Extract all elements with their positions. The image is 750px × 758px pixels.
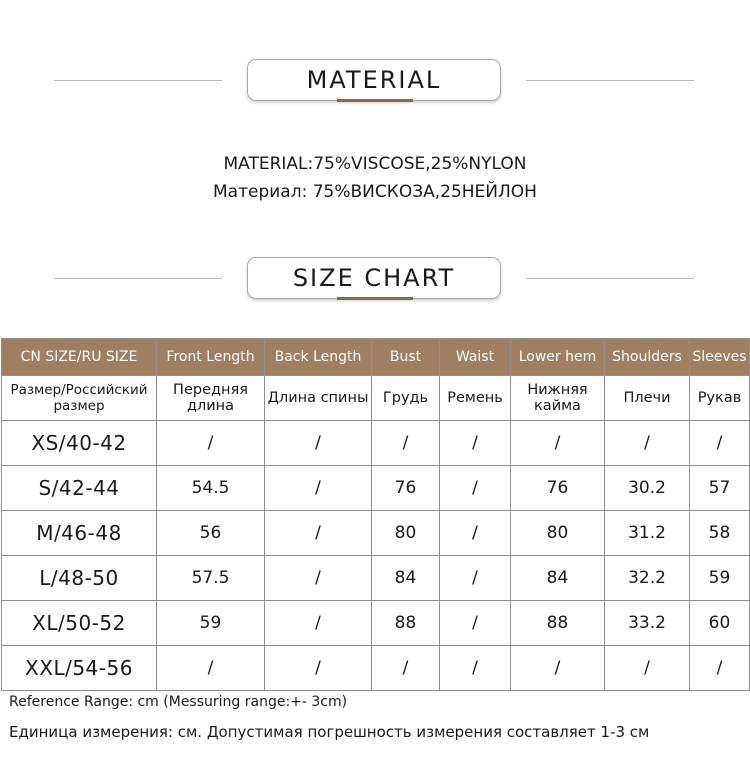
table-cell: / <box>440 466 511 511</box>
table-cell: / <box>440 646 511 691</box>
table-cell: / <box>265 466 372 511</box>
ru-header-cell: Нижняя кайма <box>511 376 605 421</box>
table-cell: / <box>440 511 511 556</box>
ru-header-cell: Передняя длина <box>157 376 265 421</box>
size-chart-section-header <box>0 257 750 301</box>
table-cell: / <box>511 646 605 691</box>
table-cell: / <box>605 421 690 466</box>
table-cell: / <box>157 646 265 691</box>
table-cell: 54.5 <box>157 466 265 511</box>
table-cell: / <box>157 421 265 466</box>
ru-header-cell: Ремень <box>440 376 511 421</box>
header-row-en <box>2 339 750 376</box>
ru-header-cell: Рукав <box>690 376 750 421</box>
table-cell: 32.2 <box>605 556 690 601</box>
table-cell: / <box>265 511 372 556</box>
reference-range-note: Reference Range: cm (Messuring range:+- 3cm) <box>9 694 348 710</box>
size-cell: L/48-50 <box>2 556 157 601</box>
table-cell: / <box>372 646 440 691</box>
table-cell: 76 <box>511 466 605 511</box>
size-chart-title: SIZE CHART <box>247 257 501 299</box>
divider-left <box>54 80 222 81</box>
table-cell: 80 <box>372 511 440 556</box>
title-underline <box>337 99 413 102</box>
table-cell: 30.2 <box>605 466 690 511</box>
table-cell: 84 <box>511 556 605 601</box>
table-row <box>2 601 750 646</box>
size-cell: XXL/54-56 <box>2 646 157 691</box>
size-cell: XL/50-52 <box>2 601 157 646</box>
table-cell: 88 <box>511 601 605 646</box>
table-cell: / <box>265 601 372 646</box>
table-cell: / <box>605 646 690 691</box>
table-cell: / <box>265 421 372 466</box>
divider-left <box>54 278 222 279</box>
header-row-ru <box>2 376 750 421</box>
table-cell: 57 <box>690 466 750 511</box>
size-cell: S/42-44 <box>2 466 157 511</box>
size-cell: XS/40-42 <box>2 421 157 466</box>
divider-right <box>526 80 694 81</box>
divider-right <box>526 278 694 279</box>
header-lower-hem: Lower hem <box>511 339 605 376</box>
table-row <box>2 556 750 601</box>
table-cell: 31.2 <box>605 511 690 556</box>
table-cell: 59 <box>157 601 265 646</box>
ru-header-cell: Грудь <box>372 376 440 421</box>
size-cell: M/46-48 <box>2 511 157 556</box>
ru-header-cell: Длина спины <box>265 376 372 421</box>
ru-header-cell: Плечи <box>605 376 690 421</box>
title-underline <box>337 297 413 300</box>
table-cell: / <box>511 421 605 466</box>
header-back-length: Back Length <box>265 339 372 376</box>
material-title: MATERIAL <box>247 59 501 101</box>
table-cell: / <box>265 646 372 691</box>
table-cell: / <box>440 421 511 466</box>
measurement-note-ru: Единица измерения: см. Допустимая погрешность измерения составляет 1-3 см <box>9 723 650 741</box>
table-cell: / <box>265 556 372 601</box>
table-cell: / <box>440 556 511 601</box>
header-sleeves: Sleeves <box>690 339 750 376</box>
table-cell: 33.2 <box>605 601 690 646</box>
table-cell: / <box>690 421 750 466</box>
header-cn-ru-size: CN SIZE/RU SIZE <box>2 339 157 376</box>
material-section-header <box>0 59 750 103</box>
size-chart-table <box>1 338 750 691</box>
table-cell: 88 <box>372 601 440 646</box>
header-waist: Waist <box>440 339 511 376</box>
table-row <box>2 646 750 691</box>
table-cell: / <box>440 601 511 646</box>
table-cell: 80 <box>511 511 605 556</box>
table-cell: 57.5 <box>157 556 265 601</box>
table-row <box>2 421 750 466</box>
table-cell: 60 <box>690 601 750 646</box>
table-cell: 59 <box>690 556 750 601</box>
table-row <box>2 466 750 511</box>
table-cell: 76 <box>372 466 440 511</box>
header-bust: Bust <box>372 339 440 376</box>
header-front-length: Front Length <box>157 339 265 376</box>
material-composition-en: MATERIAL:75%VISCOSE,25%NYLON <box>223 154 527 174</box>
table-row <box>2 511 750 556</box>
table-cell: 56 <box>157 511 265 556</box>
table-cell: / <box>690 646 750 691</box>
table-cell: 58 <box>690 511 750 556</box>
table-cell: 84 <box>372 556 440 601</box>
material-composition-ru: Материал: 75%ВИСКОЗА,25НЕЙЛОН <box>213 182 537 202</box>
ru-header-cell: Размер/Российский размер <box>2 376 157 421</box>
header-shoulders: Shoulders <box>605 339 690 376</box>
table-cell: / <box>372 421 440 466</box>
